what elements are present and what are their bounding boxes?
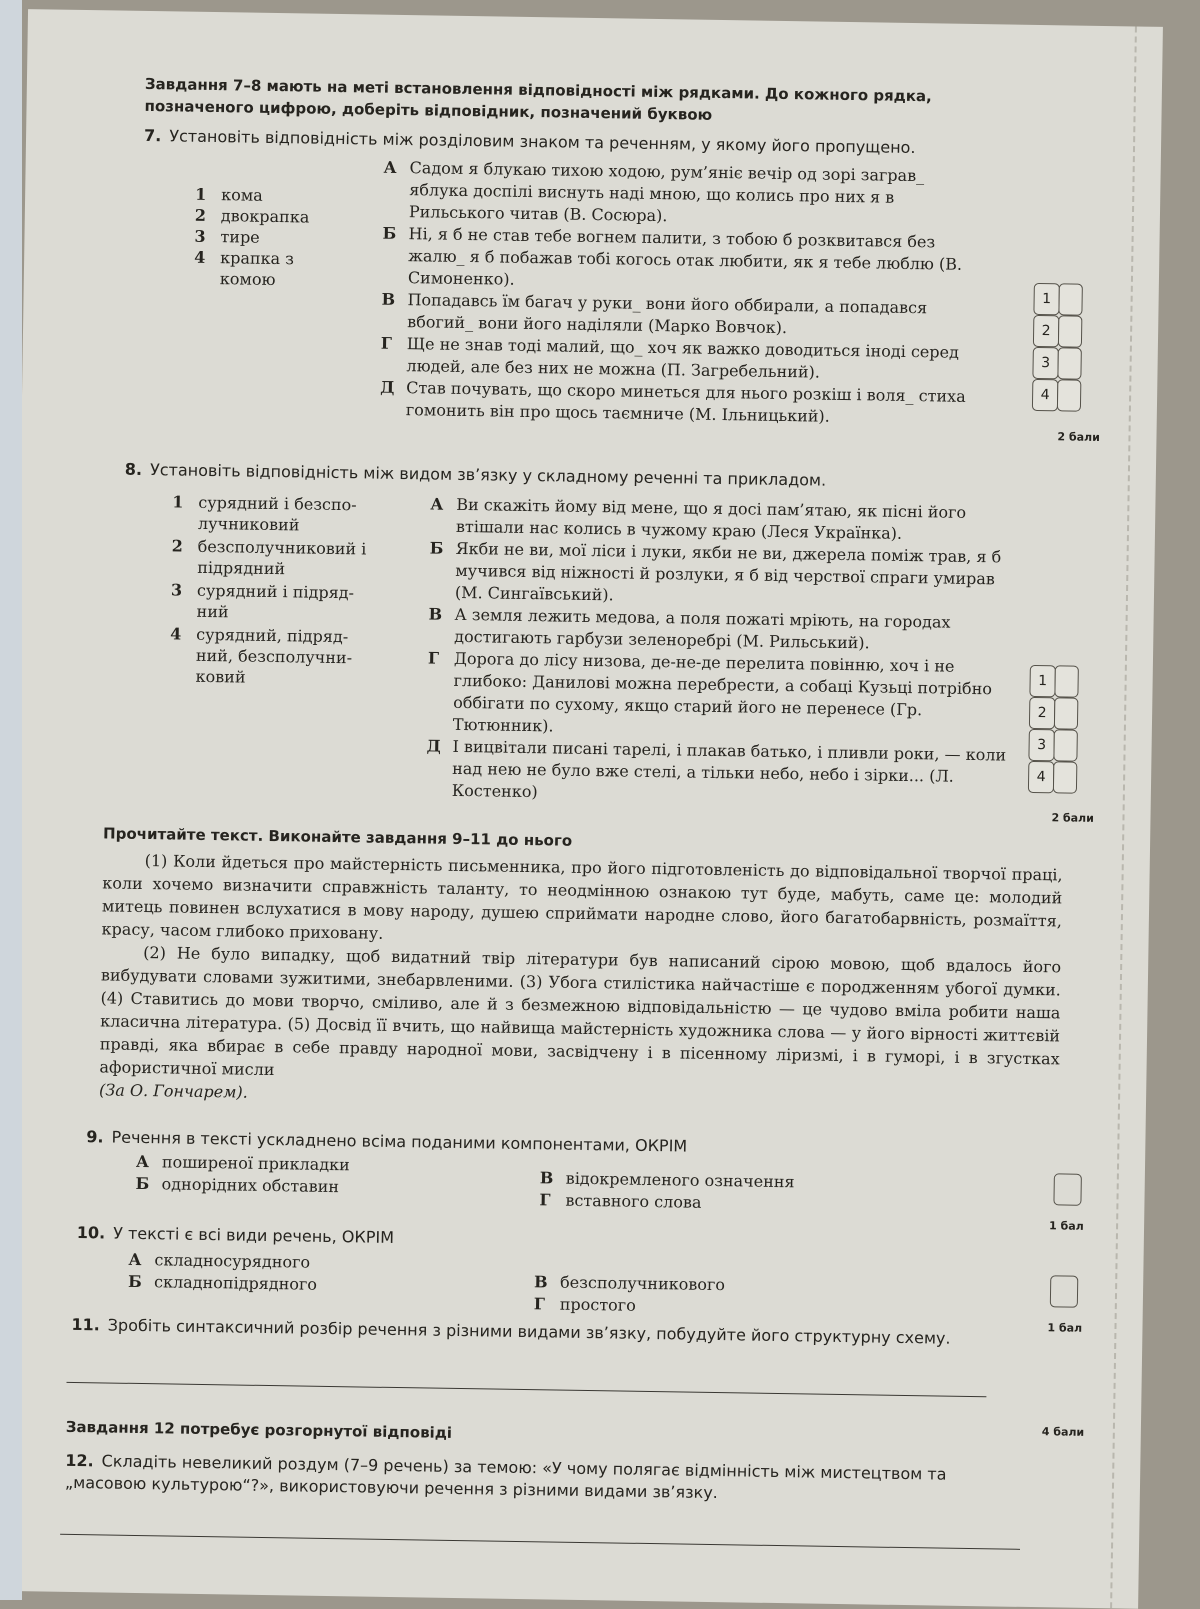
q8-grid-label: 2 (1029, 697, 1055, 729)
q7-left-text: двокрапка (220, 206, 310, 227)
q8-title (125, 459, 1005, 495)
q7-grid-label: 3 (1032, 347, 1058, 379)
q8-left-item (171, 535, 372, 580)
q7-grid-row (1032, 347, 1082, 380)
q7-left-text: тире (220, 227, 260, 247)
q8-left-item (170, 579, 371, 624)
q12-title-text: Складіть невеликий роздум (7–9 речень) за темою: «У чому полягає відмінність між мистецтвом та „масовою культурою“?», використовуючи речення з різними видами зв’язку. (64, 1451, 947, 1503)
q12-title (65, 1450, 1006, 1509)
q8-option-letter: Б (429, 538, 444, 558)
q8-left-text: сурядний і безсполучниковий (197, 492, 357, 535)
reading-paragraph-1: (1) Коли йдеться про майстерність письменника, про його підготовленість до відповідальної творчої праці, коли хочемо визначити справжність таланту, то неодмінною ознакою тут буде, мабуть, саме це: молодий митець повинен вслухатися в мову народу, душею сприймати народне слово, його багатобарвність, розмаїття, красу, часом глибоко приховану. (101, 851, 1063, 943)
q9-option-text: відокремленого означення (565, 1168, 795, 1192)
reading-text (99, 848, 1063, 1116)
q8-left-num: 2 (171, 536, 183, 556)
q8-option (427, 647, 1008, 744)
q9-answer-box[interactable] (1053, 1173, 1081, 1205)
q7-left-num: 2 (194, 205, 207, 225)
q8-option-letter: В (428, 604, 443, 624)
q10-option-letter: А (128, 1249, 142, 1270)
q9-score: 1 бал (1048, 1219, 1084, 1233)
q9-number: 9. (86, 1127, 104, 1147)
q7-left-item (194, 247, 335, 291)
q7-option-letter: Д (380, 377, 395, 397)
answer-line[interactable] (66, 1382, 986, 1397)
q9-option-letter: В (539, 1168, 554, 1188)
q7-left-num: 4 (194, 247, 206, 267)
q8-grid-row (1028, 761, 1078, 794)
q7-answer-cell[interactable] (1058, 315, 1082, 347)
q9-option-letter: А (135, 1151, 150, 1172)
q10-option-text: складносурядного (154, 1250, 311, 1272)
q8-option-text: А земля лежить медова, а поля пожаті мріють, на городах достигають гарбузи зеленоребрі (М. Рильський). (454, 604, 951, 653)
q7-left-num: 1 (195, 184, 207, 204)
q8-option-letter: А (430, 494, 444, 514)
q8-option-text: І вицвітали писані тарелі, і плакав батько, і пливли роки, — коли над нею не було вже стелі, а тільки небо, небо і зірки... (Л. Костенко) (451, 736, 1007, 802)
left-page-edge (0, 0, 22, 1600)
q8-left-column (169, 491, 372, 689)
q7-title (144, 125, 1024, 161)
q7-answer-cell[interactable] (1058, 283, 1082, 315)
q7-grid-row (1033, 315, 1083, 348)
q7-option (382, 223, 983, 298)
q10-option-letter: В (533, 1272, 548, 1292)
q7-grid-label: 2 (1033, 315, 1059, 347)
reading-instruction: Прочитайте текст. Виконайте завдання 9–11 до нього (102, 824, 573, 850)
q7-left-item (194, 226, 334, 249)
q10-answer-box[interactable] (1050, 1275, 1078, 1307)
q11-title-text: Зробіть синтаксичний розбір речення з різними видами зв’язку, побудуйте його структурну схему. (107, 1315, 951, 1348)
q8-option-letter: Д (426, 736, 441, 756)
q10-option (128, 1271, 508, 1299)
q10-options-left (128, 1249, 509, 1299)
q8-grid-label: 4 (1028, 761, 1054, 793)
q8-left-text: сурядний і підрядний (196, 580, 355, 622)
q10-number: 10. (76, 1223, 106, 1243)
q12-number: 12. (65, 1450, 94, 1471)
q8-left-num: 3 (170, 580, 183, 600)
q8-answer-cell[interactable] (1053, 761, 1077, 793)
q9-option-text: поширеної прикладки (161, 1152, 350, 1175)
q10-option-text: безсполучникового (559, 1272, 726, 1295)
q10-option-text: складнопідрядного (153, 1272, 318, 1294)
q8-answer-grid (1028, 665, 1080, 794)
q7-left-text: кома (221, 185, 263, 205)
q7-number: 7. (143, 125, 162, 146)
section-12-instruction: Завдання 12 потребує розгорнутої відповіді (65, 1417, 453, 1442)
textbook-page (3, 9, 1163, 1609)
q8-answer-cell[interactable] (1054, 665, 1078, 697)
q10-score: 1 бал (1047, 1321, 1083, 1335)
q8-answer-cell[interactable] (1053, 729, 1077, 761)
q7-left-item (195, 184, 335, 207)
q7-option-text: Став почувать, що скоро минеться для нього розкіш і воля_ стиха гомонить він про щось таємниче (М. Ільницький). (405, 378, 966, 426)
q7-option-letter: А (383, 157, 397, 177)
q8-score: 2 бали (1051, 811, 1094, 825)
binding-perforation (1110, 26, 1137, 1608)
q7-title-text: Установіть відповідність між розділовим знаком та реченням, у якому його пропущено. (169, 126, 916, 158)
q9-option-text: однорідних обставин (161, 1174, 340, 1197)
q7-option-text: Садом я блукаю тихою ходою, рум’яніє вечір од зорі заграв_ яблука доспілі виснуть наді мною, що колись про них я в Рильського читав (В. Сосюра). (408, 158, 925, 226)
q8-option-text: Якби не ви, мої ліси і луки, якби не ви, джерела поміж трав, я б мучився від ніжності й розлуки, я б від черствої спраги умирав (М. Сингаївський). (454, 538, 1002, 605)
q10-option-letter: Б (127, 1271, 142, 1292)
q7-grid-label: 1 (1033, 283, 1059, 315)
q7-left-column (194, 184, 336, 291)
q7-grid-label: 4 (1032, 379, 1058, 411)
q8-option-text: Дорога до лісу низова, де-не-де перелита повінню, хоч і не глибоко: Данилові можна перебрести, а собаці Кузьці потрібно оббігати по сухому, якщо старий його не перенесе (Гр. Тютюнник). (452, 648, 993, 736)
q8-option (426, 735, 1007, 810)
q7-options (380, 157, 984, 430)
q7-answer-cell[interactable] (1057, 347, 1081, 379)
q10-title-text: У тексті є всі види речень, ОКРІМ (113, 1223, 395, 1247)
q8-left-num: 1 (172, 492, 184, 512)
q7-option-text: Ще не знав тоді малий, що_ хоч як важко доводиться іноді серед людей, але без них не можна (П. Загребельний). (406, 334, 960, 382)
q9-title-text: Речення в тексті ускладнено всіма поданими компонентами, ОКРІМ (111, 1127, 688, 1156)
q8-option (429, 537, 1010, 612)
q7-option-letter: Б (382, 223, 397, 243)
q7-grid-row (1032, 379, 1082, 412)
q7-left-num: 3 (194, 226, 206, 246)
q7-answer-cell[interactable] (1057, 379, 1081, 411)
q9-options-right (539, 1167, 940, 1217)
q7-option (380, 377, 981, 430)
reading-source: (За О. Гончарем). (98, 1080, 248, 1102)
q7-grid-row (1033, 283, 1083, 316)
q8-left-item (172, 491, 373, 536)
q8-grid-label: 1 (1029, 665, 1055, 697)
q10-option-text: простого (559, 1294, 636, 1315)
q7-left-item (195, 205, 335, 228)
q9-option-letter: Б (135, 1173, 150, 1194)
q7-answer-grid (1032, 283, 1084, 412)
q8-option-text: Ви скажіть йому від мене, що я досі пам’ятаю, як пісні його втішали нас колись в чужому краю (Леся Українка). (455, 494, 967, 543)
q8-left-num: 4 (170, 624, 182, 644)
q9-options-left (135, 1151, 516, 1201)
reading-paragraph-2: (2) Не було випадку, щоб видатний твір літератури був написаний сірою мовою, щоб вдалось його вибудувати словами зужитими, знебарвленими. (3) Убога стилістика найчастіше є породженням убогої думки. (4) Ставитись до мови творчо, сміливо, але й з безмежною відповідальністю — це чудово вміла робити наша класична література. (5) Досвід її вчить, що найвища майстерність художника слова — у його вірності життєвій правді, яка вбирає в себе правду народної мови, засвідчену і в пісенному ліризмі, і в гуморі, і в згустках афористичної мисли (99, 943, 1062, 1080)
q8-answer-cell[interactable] (1054, 697, 1078, 729)
q8-left-text: сурядний, підрядний, безсполучниковий (195, 624, 353, 687)
q8-left-text: безсполучниковий і підрядний (197, 536, 367, 579)
q8-option-letter: Г (427, 648, 440, 668)
q9-option (135, 1173, 515, 1201)
answer-line[interactable] (60, 1534, 1020, 1550)
q7-option (383, 157, 984, 232)
q7-option-letter: В (381, 289, 396, 309)
q8-options (426, 493, 1011, 810)
q8-grid-row (1029, 697, 1079, 730)
q11-score: 4 бали (1041, 1425, 1085, 1439)
q8-grid-row (1028, 729, 1078, 762)
q7-left-text: крапка з комою (219, 248, 295, 290)
q7-score: 2 бали (1057, 430, 1100, 444)
q10-option-letter: Г (533, 1294, 545, 1314)
q9-option-letter: Г (539, 1190, 551, 1210)
q11-number: 11. (71, 1314, 100, 1335)
q8-number: 8. (124, 459, 143, 479)
q10-options-right (534, 1271, 935, 1321)
q8-left-item (169, 623, 370, 689)
q8-grid-row (1029, 665, 1079, 698)
q7-option-text: Попадавсь їм багач у руки_ вони його оббирали, а попадався вбогий_ вони його наділяли (Марко Вовчок). (407, 290, 928, 338)
q9-option-text: вставного слова (565, 1190, 702, 1212)
section-7-8-instruction: Завдання 7–8 мають на меті встановлення відповідності між рядками. До кожного рядка, позначеного цифрою, доберіть відповідник, позначений буквою (144, 74, 932, 124)
q8-title-text: Установіть відповідність між видом зв’язку у складному реченні та прикладом. (149, 460, 827, 490)
q7-option-letter: Г (380, 333, 393, 353)
q8-grid-label: 3 (1028, 729, 1054, 761)
q7-option-text: Ні, я б не став тебе вогнем палити, з тобою б розквитався без жалю_ я б побажав тобі когось отак любити, як я тебе люблю (В. Симоненко). (407, 224, 963, 289)
